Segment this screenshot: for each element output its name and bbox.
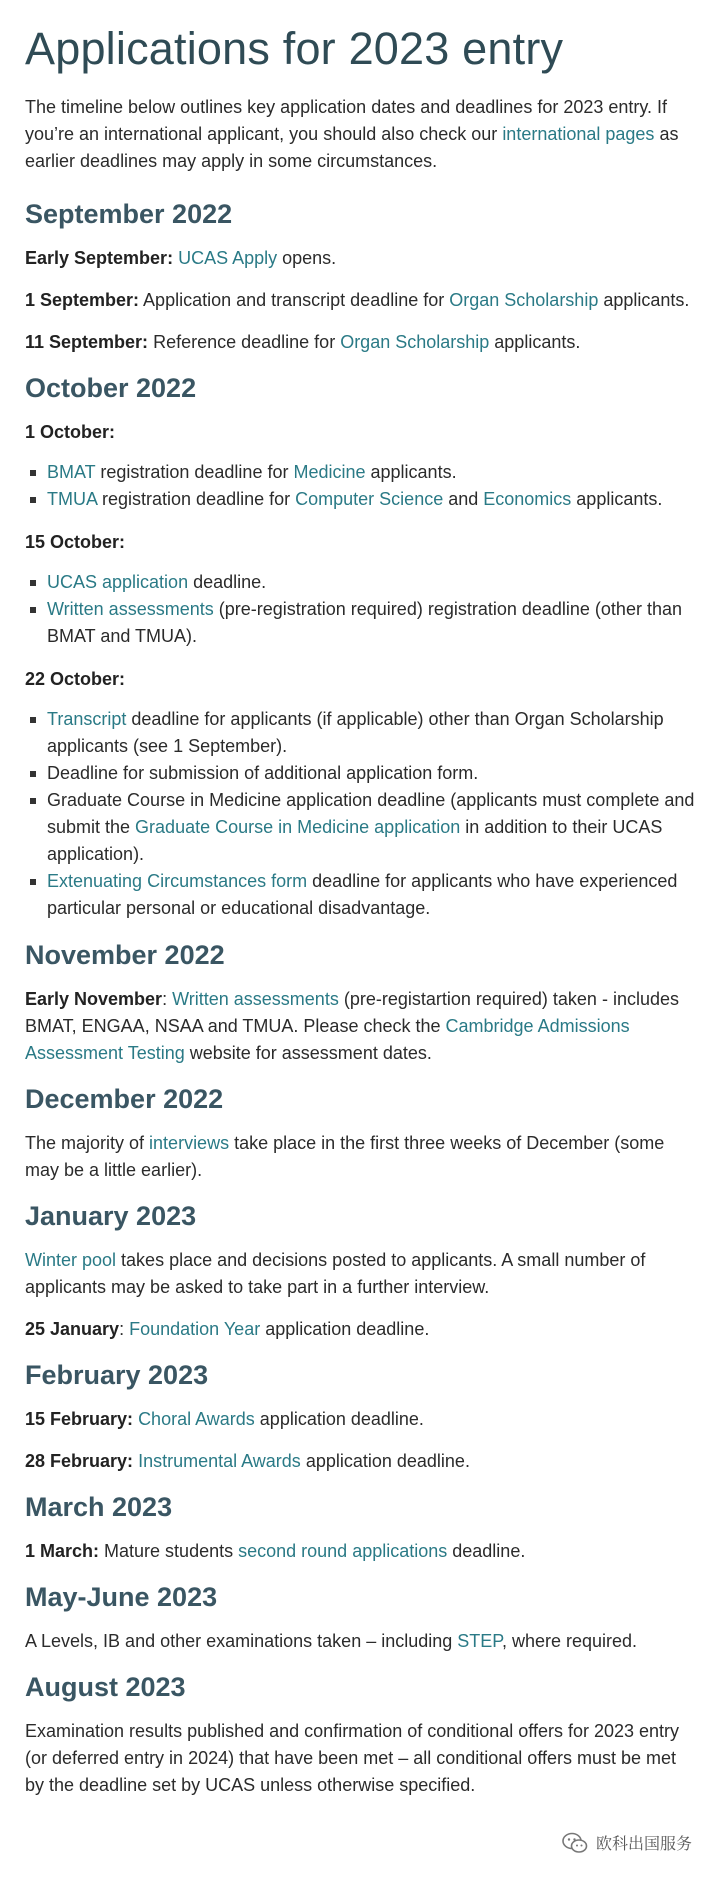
august-entry: Examination results published and confirmation of conditional offers for 2023 entry (or deferred entry in 2024) that have been met – all conditional offers must be met by the deadline set by UCAS unless otherwise specified. <box>25 1721 680 1795</box>
1-march-entry: 1 March: Mature students second round applications deadline. <box>25 1541 526 1561</box>
heading-august-2023: August 2023 <box>25 1672 186 1702</box>
list-item: Graduate Course in Medicine application deadline (applicants must complete and submit the Graduate Course in Medicine application in addition to their UCAS application). <box>47 787 696 868</box>
organ-scholarship-link[interactable]: Organ Scholarship <box>340 332 490 352</box>
1-october-list <box>25 459 696 513</box>
choral-awards-link[interactable]: Choral Awards <box>138 1409 255 1429</box>
tmua-link[interactable]: TMUA <box>47 489 98 509</box>
heading-october-2022: October 2022 <box>25 373 197 403</box>
ucas-apply-link[interactable]: UCAS Apply <box>178 248 278 268</box>
watermark <box>562 1831 692 1854</box>
heading-may-june-2023: May-June 2023 <box>25 1582 218 1612</box>
list-item: UCAS application deadline. <box>47 569 696 596</box>
bmat-link[interactable]: BMAT <box>47 462 96 482</box>
early-september-entry: Early September: UCAS Apply opens. <box>25 248 337 268</box>
graduate-course-medicine-link[interactable]: Graduate Course in Medicine application <box>135 817 461 837</box>
1-september-entry: 1 September: Application and transcript deadline for Organ Scholarship applicants. <box>25 290 690 310</box>
international-pages-link[interactable]: international pages <box>502 124 655 144</box>
15-october-list <box>25 569 696 650</box>
early-november-entry: Early November: Written assessments (pre-registartion required) taken - includes BMAT, ENGAA, NSAA and TMUA. Please check the Cambridge Admissions Assessment Testing website for assessment dates. <box>25 989 679 1063</box>
15-october-label: 15 October: <box>25 532 126 552</box>
heading-september-2022: September 2022 <box>25 199 233 229</box>
wechat-icon <box>562 1832 588 1854</box>
heading-december-2022: December 2022 <box>25 1084 224 1114</box>
step-link[interactable]: STEP <box>457 1631 502 1651</box>
foundation-year-link[interactable]: Foundation Year <box>129 1319 261 1339</box>
interviews-link[interactable]: interviews <box>149 1133 230 1153</box>
heading-march-2023: March 2023 <box>25 1492 173 1522</box>
watermark-text: 欧科出国服务 <box>595 1834 692 1853</box>
list-item: Transcript deadline for applicants (if applicable) other than Organ Scholarship applicants (see 1 September). <box>47 706 696 760</box>
list-item: Extenuating Circumstances form deadline for applicants who have experienced particular personal or educational disadvantage. <box>47 868 696 922</box>
list-item: TMUA registration deadline for Computer Science and Economics applicants. <box>47 486 696 513</box>
written-assessments-link[interactable]: Written assessments <box>47 599 214 619</box>
intro-paragraph: The timeline below outlines key application dates and deadlines for 2023 entry. If you’re an international applicant, you should also check our international pages as earlier deadlines may apply in some circumstances. <box>25 97 679 171</box>
computer-science-link[interactable]: Computer Science <box>295 489 444 509</box>
list-item: BMAT registration deadline for Medicine applicants. <box>47 459 696 486</box>
heading-january-2023: January 2023 <box>25 1201 197 1231</box>
winter-pool-link[interactable]: Winter pool <box>25 1250 117 1270</box>
11-september-entry: 11 September: Reference deadline for Organ Scholarship applicants. <box>25 332 581 352</box>
extenuating-circumstances-link[interactable]: Extenuating Circumstances form <box>47 871 308 891</box>
1-october-label: 1 October: <box>25 422 116 442</box>
transcript-link[interactable]: Transcript <box>47 709 127 729</box>
winter-pool-entry: Winter pool takes place and decisions posted to applicants. A small number of applicants may be asked to take part in a further interview. <box>25 1250 646 1297</box>
admissions-testing-link[interactable]: Cambridge Admissions Assessment Testing <box>25 1016 630 1063</box>
economics-link[interactable]: Economics <box>483 489 572 509</box>
organ-scholarship-link[interactable]: Organ Scholarship <box>449 290 599 310</box>
second-round-applications-link[interactable]: second round applications <box>238 1541 448 1561</box>
ucas-application-link[interactable]: UCAS application <box>47 572 189 592</box>
may-june-entry: A Levels, IB and other examinations taken – including STEP, where required. <box>25 1631 638 1651</box>
page-title: Applications for 2023 entry <box>25 23 564 74</box>
22-october-list <box>25 706 696 922</box>
15-february-entry: 15 February: Choral Awards application deadline. <box>25 1409 424 1429</box>
written-assessments-link[interactable]: Written assessments <box>172 989 339 1009</box>
medicine-link[interactable]: Medicine <box>293 462 366 482</box>
heading-november-2022: November 2022 <box>25 940 225 970</box>
list-item: Written assessments (pre-registration required) registration deadline (other than BMAT and TMUA). <box>47 596 696 650</box>
december-entry: The majority of interviews take place in the first three weeks of December (some may be a little earlier). <box>25 1133 665 1180</box>
22-october-label: 22 October: <box>25 669 126 689</box>
25-january-entry: 25 January: Foundation Year application deadline. <box>25 1319 430 1339</box>
28-february-entry: 28 February: Instrumental Awards application deadline. <box>25 1451 470 1471</box>
list-item: Deadline for submission of additional application form. <box>47 760 696 787</box>
heading-february-2023: February 2023 <box>25 1360 209 1390</box>
instrumental-awards-link[interactable]: Instrumental Awards <box>138 1451 301 1471</box>
